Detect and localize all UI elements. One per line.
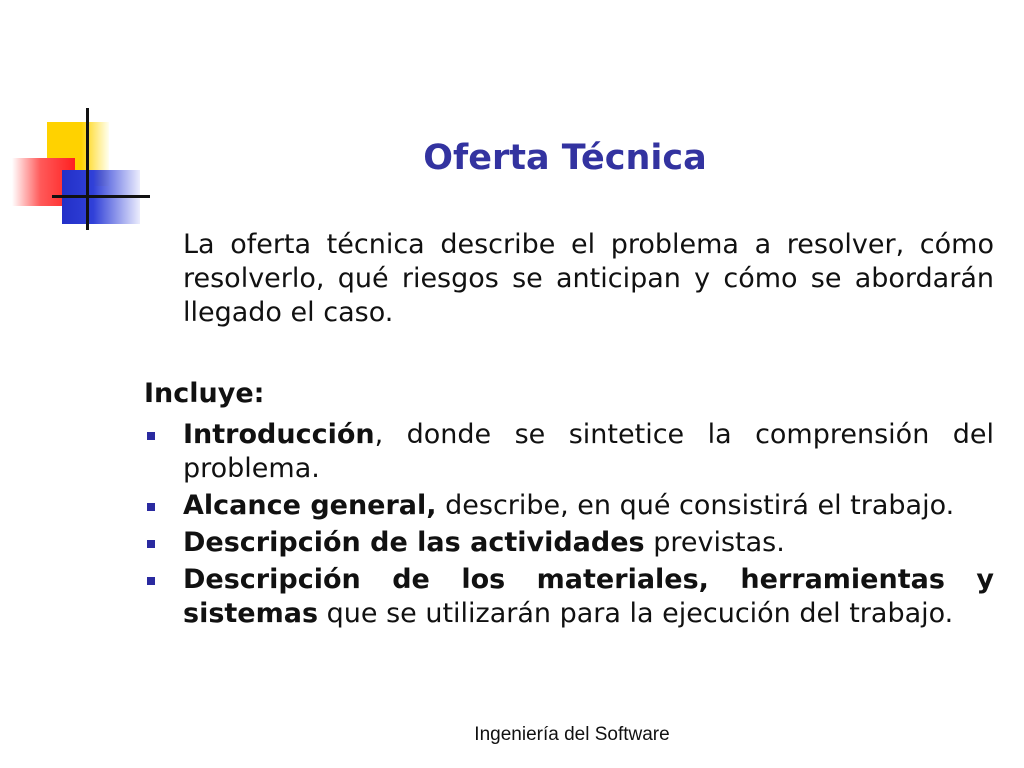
item-bold-text: Descripción de los materiales, herramientas y sistemas bbox=[183, 564, 994, 629]
square-bullet-icon bbox=[147, 432, 155, 440]
square-bullet-icon bbox=[147, 503, 155, 511]
item-text: que se utilizarán para la ejecución del trabajo. bbox=[318, 598, 954, 629]
square-bullet-icon bbox=[147, 577, 155, 585]
square-bullet-icon bbox=[147, 540, 155, 548]
item-bold-text: Alcance general, bbox=[183, 490, 437, 521]
item-text: previstas. bbox=[644, 527, 785, 558]
item-bold-text: Introducción bbox=[183, 419, 375, 450]
list-item bbox=[183, 489, 994, 523]
intro-paragraph: La oferta técnica describe el problema a resolver, cómo resolverlo, qué riesgos se anticipan y cómo se abordarán llegado el caso. bbox=[183, 229, 994, 328]
list-item bbox=[183, 418, 994, 486]
list-item bbox=[183, 526, 994, 560]
bullet-list bbox=[183, 418, 994, 634]
list-item bbox=[183, 563, 994, 631]
slide-footer: Ingeniería del Software bbox=[474, 724, 670, 745]
slide-title: Oferta Técnica bbox=[423, 138, 707, 178]
incluye-heading: Incluye: bbox=[144, 378, 265, 409]
item-bold-text: Descripción de las actividades bbox=[183, 527, 645, 558]
item-text: , donde se sintetice la comprensión del problema. bbox=[183, 419, 994, 484]
item-text: describe, en qué consistirá el trabajo. bbox=[436, 490, 955, 521]
